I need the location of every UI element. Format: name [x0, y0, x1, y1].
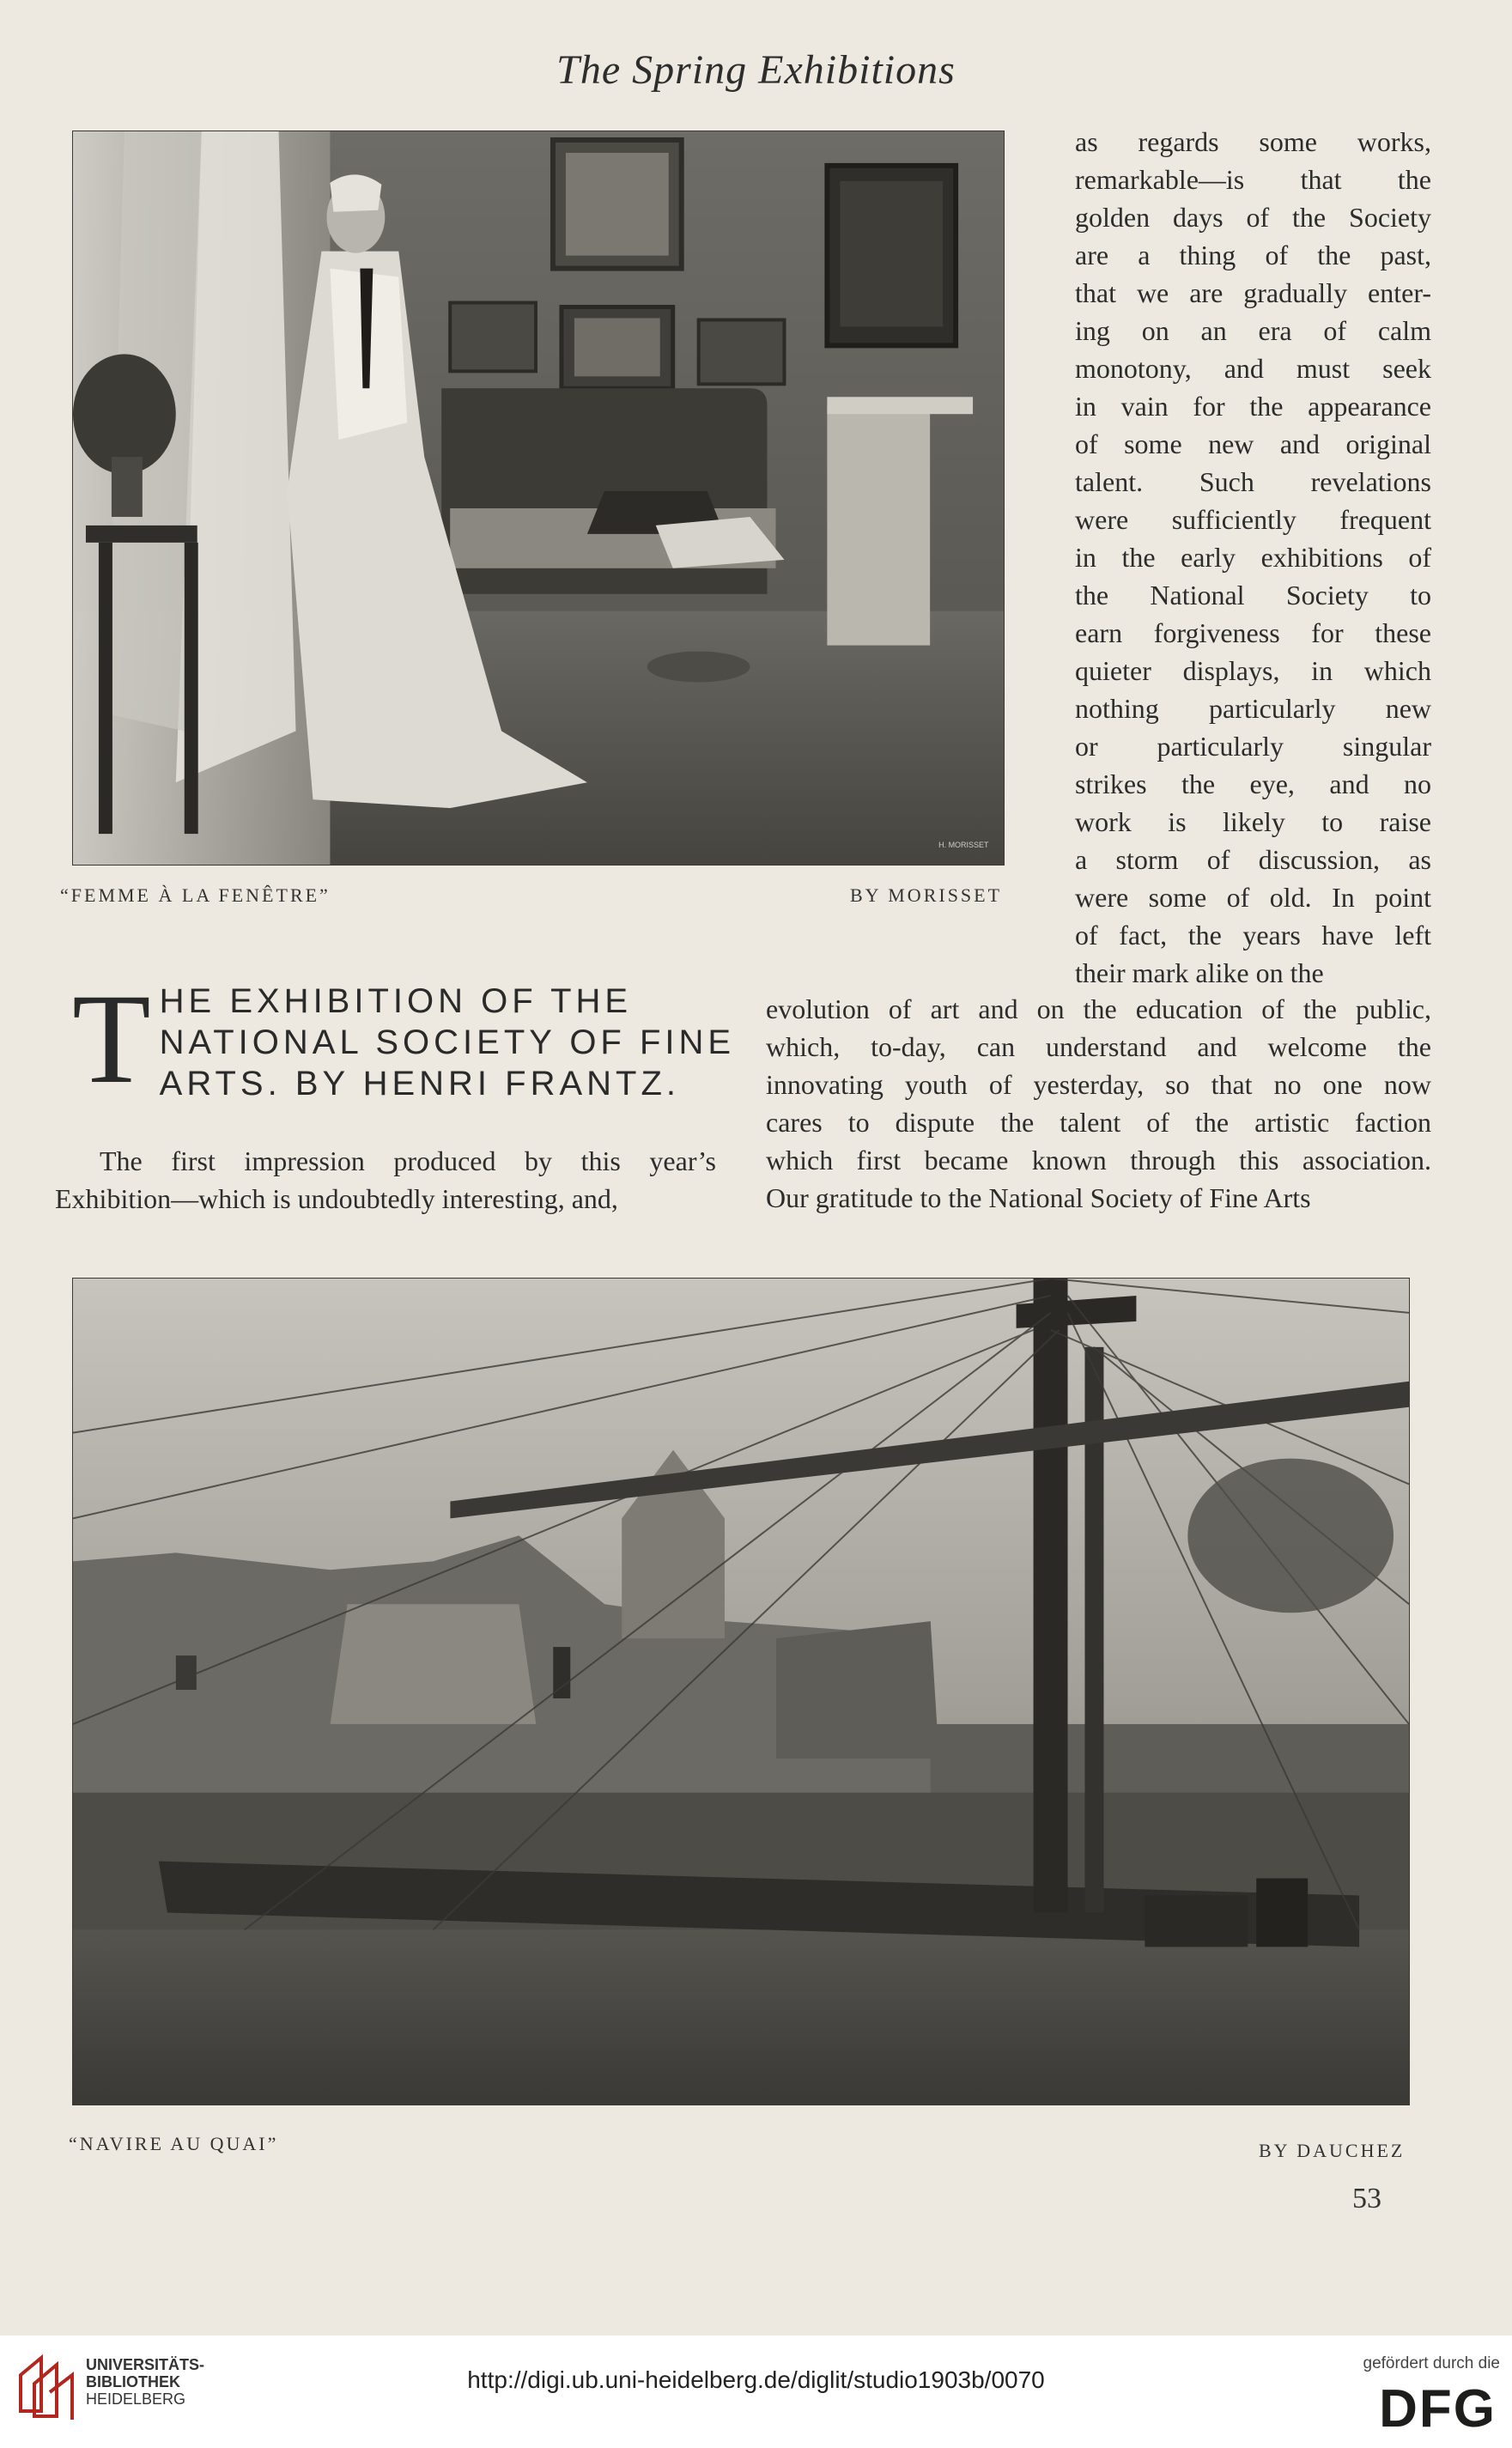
bottom-figure-credit: BY DAUCHEZ	[1259, 2140, 1406, 2161]
painting-ship-at-quay	[73, 1279, 1409, 2105]
text-line: a storm of discussion, as	[1075, 844, 1431, 875]
right-column-text	[1075, 123, 1431, 992]
headline-text: HE EXHIBITION OF THE NATIONAL SOCIETY OF FINE ARTS. BY HENRI FRANTZ.	[159, 982, 736, 1103]
text-line: The first impression produced by this year’s	[100, 1145, 716, 1176]
text-line: that we are gradually enter-	[1075, 277, 1431, 308]
text-line: as regards some works,	[1075, 126, 1431, 157]
funded-by-label: gefördert durch die	[1363, 2354, 1500, 2372]
library-name-line: UNIVERSITÄTS-	[86, 2356, 205, 2373]
text-line: are a thing of the past,	[1075, 240, 1431, 270]
right-column-continuation	[766, 990, 1431, 1217]
text-line: in the early exhibitions of	[1075, 542, 1431, 573]
dfg-logo: DFG	[1379, 2379, 1497, 2439]
text-line: golden days of the Society	[1075, 202, 1431, 233]
text-line: quieter displays, in which	[1075, 655, 1431, 686]
text-line: of some new and original	[1075, 428, 1431, 459]
text-line: remarkable—is that the	[1075, 164, 1431, 195]
text-line: work is likely to raise	[1075, 806, 1431, 837]
left-column-text	[55, 1142, 716, 1218]
text-line: the National Society to	[1075, 580, 1431, 610]
text-line: which, to-day, can understand and welcome the	[766, 1031, 1431, 1062]
text-line: nothing particularly new	[1075, 693, 1431, 724]
text-line: Exhibition—which is undoubtedly interesting, and,	[55, 1183, 618, 1214]
text-line: ing on an era of calm	[1075, 315, 1431, 346]
text-line: innovating youth of yesterday, so that no one now	[766, 1069, 1431, 1100]
text-line: of fact, the years have left	[1075, 920, 1431, 951]
text-line: cares to dispute the talent of the artistic faction	[766, 1107, 1431, 1138]
page-number: 53	[1352, 2183, 1381, 2214]
top-figure-title: “FEMME À LA FENÊTRE”	[60, 884, 331, 906]
text-line: earn forgiveness for these	[1075, 617, 1431, 648]
library-name-line: HEIDELBERG	[86, 2390, 186, 2408]
painting-interior-woman	[73, 131, 1004, 865]
text-line: which first became known through this association.	[766, 1145, 1431, 1175]
text-line: in vain for the appearance	[1075, 391, 1431, 422]
text-line: monotony, and must seek	[1075, 353, 1431, 384]
text-line: evolution of art and on the education of the public,	[766, 993, 1431, 1024]
text-line: strikes the eye, and no	[1075, 768, 1431, 799]
figure-femme-a-la-fenetre	[72, 131, 1005, 866]
running-title: The Spring Exhibitions	[556, 47, 956, 93]
text-line: were some of old. In point	[1075, 882, 1431, 913]
text-line: Our gratitude to the National Society of Fine Arts	[766, 1182, 1311, 1213]
painting-signature: H. MORISSET	[938, 841, 989, 850]
drop-cap: T	[72, 968, 151, 1110]
article-headline	[72, 968, 742, 1110]
library-name-line: BIBLIOTHEK	[86, 2373, 180, 2390]
text-line: their mark alike on the	[1075, 957, 1324, 988]
figure-navire-au-quai	[72, 1278, 1410, 2105]
top-figure-credit: BY MORISSET	[850, 884, 1003, 906]
text-line: were sufficiently frequent	[1075, 504, 1431, 535]
bottom-figure-title: “NAVIRE AU QUAI”	[69, 2133, 279, 2154]
text-line: or particularly singular	[1075, 731, 1431, 762]
source-url-link[interactable]: http://digi.ub.uni-heidelberg.de/diglit/studio1903b/0070	[467, 2366, 1045, 2393]
text-line: talent. Such revelations	[1075, 466, 1431, 497]
